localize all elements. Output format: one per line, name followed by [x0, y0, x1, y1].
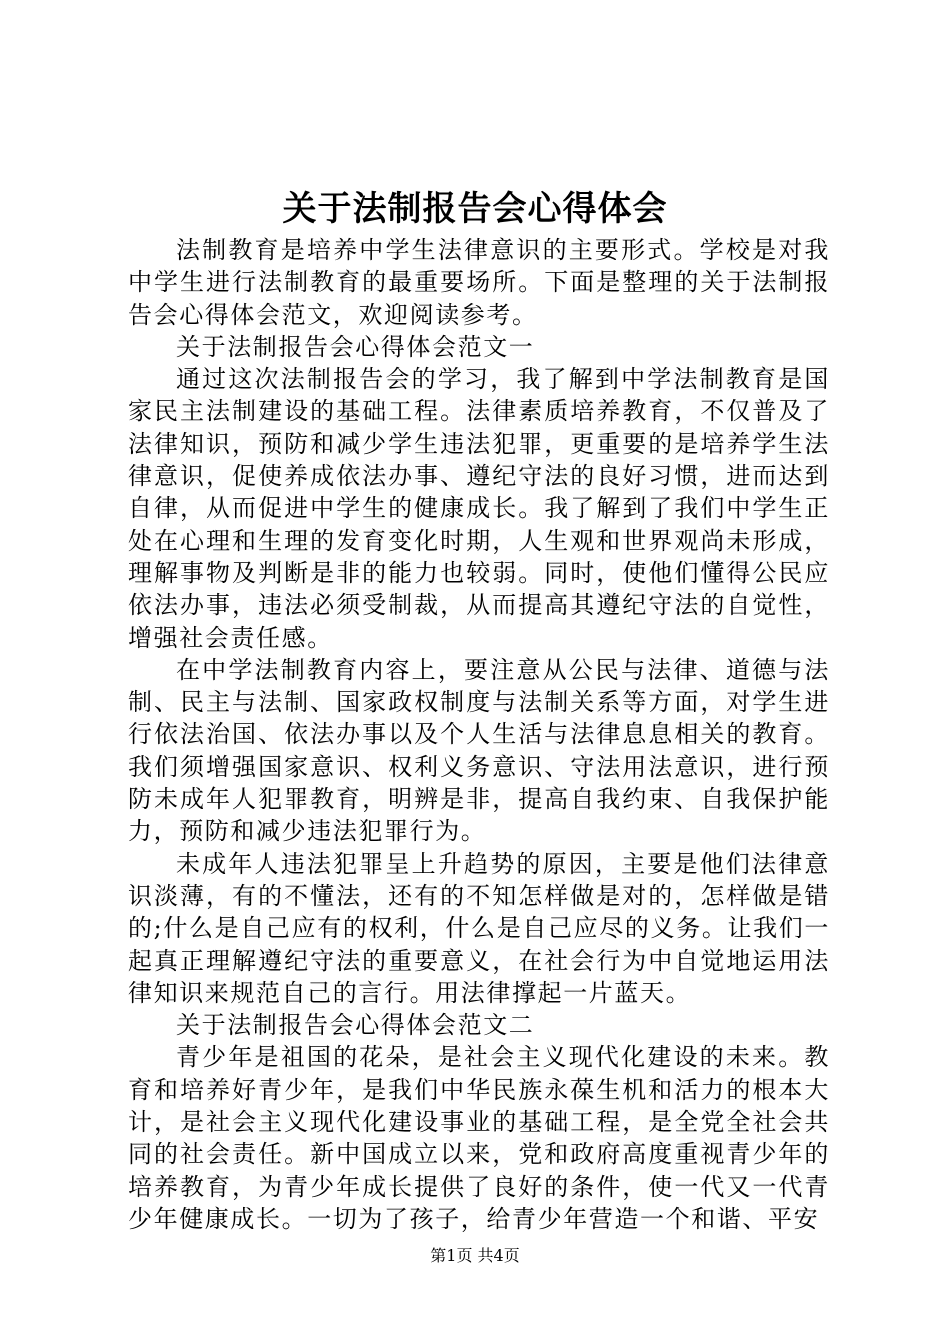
body-paragraph: 在中学法制教育内容上，要注意从公民与法律、道德与法制、民主与法制、国家政权制度与法制关系等方面，对学生进行依法治国、依法办事以及个人生活与法律息息相关的教育。我们须增强国家意识、权利义务意识、守法用法意识，进行预防未成年人犯罪教育，明辨是非，提高自我约束、自我保护能力，预防和减少违法犯罪行为。 — [128, 655, 830, 846]
body-paragraph: 未成年人违法犯罪呈上升趋势的原因，主要是他们法律意识淡薄，有的不懂法，还有的不知怎样做是对的，怎样做是错的;什么是自己应有的权利，什么是自己应尽的义务。让我们一起真正理解遵纪守法的重要意义，在社会行为中自觉地运用法律知识来规范自己的言行。用法律撑起一片蓝天。 — [128, 849, 830, 1007]
section-heading-sample-two: 关于法制报告会心得体会范文二 — [176, 1011, 535, 1040]
intro-paragraph: 法制教育是培养中学生法律意识的主要形式。学校是对我中学生进行法制教育的最重要场所。下面是整理的关于法制报告会心得体会范文，欢迎阅读参考。 — [128, 236, 830, 329]
document-body — [128, 234, 830, 1235]
body-paragraph: 通过这次法制报告会的学习，我了解到中学法制教育是国家民主法制建设的基础工程。法律素质培养教育，不仅普及了法律知识，预防和减少学生违法犯罪，更重要的是培养学生法律意识，促使养成依法办事、遵纪守法的良好习惯，进而达到自律，从而促进中学生的健康成长。我了解到了我们中学生正处在心理和生理的发育变化时期，人生观和世界观尚未形成，理解事物及判断是非的能力也较弱。同时，使他们懂得公民应依法办事，违法必须受制裁，从而提高其遵纪守法的自觉性，增强社会责任感。 — [128, 365, 830, 652]
page-number-footer: 第1页 共4页 — [430, 1246, 520, 1265]
section-heading-sample-one: 关于法制报告会心得体会范文一 — [176, 332, 535, 361]
body-paragraph: 青少年是祖国的花朵，是社会主义现代化建设的未来。教育和培养好青少年，是我们中华民族永葆生机和活力的根本大计，是社会主义现代化建设事业的基础工程，是全党全社会共同的社会责任。新中国成立以来，党和政府高度重视青少年的培养教育，为青少年成长提供了良好的条件，使一代又一代青少年健康成长。一切为了孩子，给青少年营造一个和谐、平安 — [128, 1043, 830, 1233]
document-title: 关于法制报告会心得体会 — [282, 189, 668, 229]
